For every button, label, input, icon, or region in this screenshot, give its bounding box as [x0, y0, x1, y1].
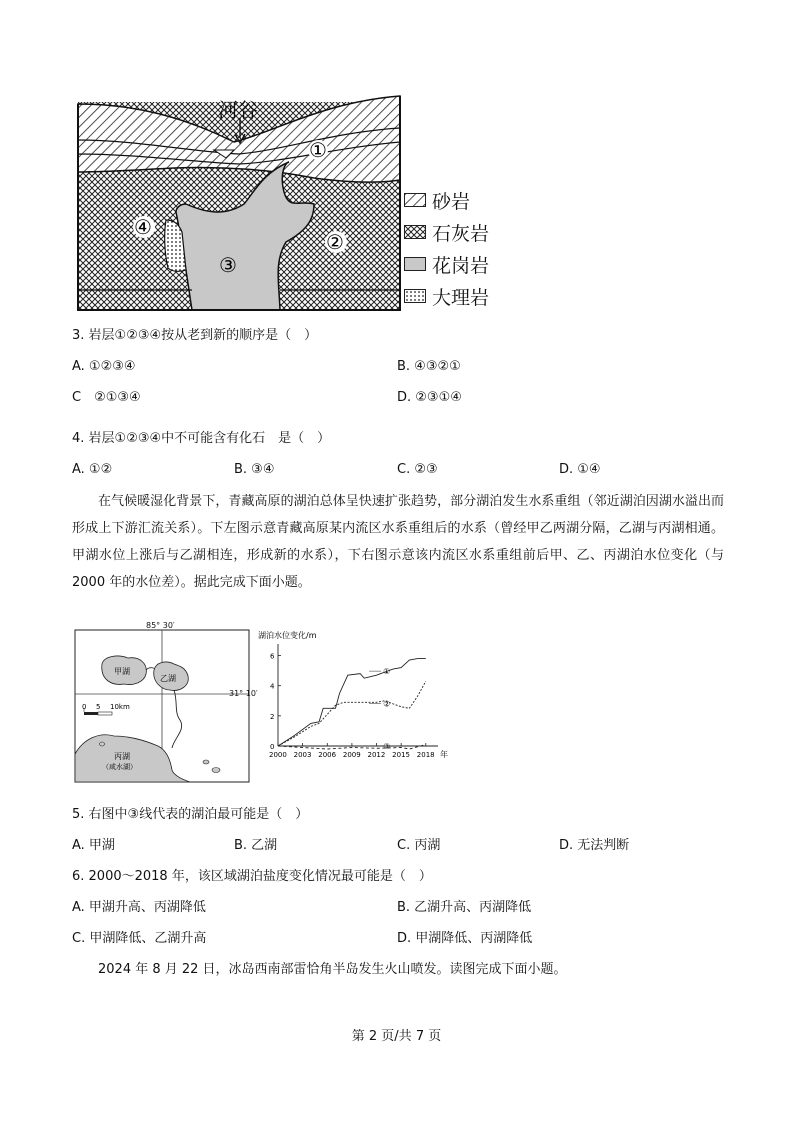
scale-tick-5: 5: [96, 703, 101, 711]
layer-label-2: ②: [326, 230, 344, 254]
passage-lakes: 在气候暖湿化背景下，青藏高原的湖泊总体呈快速扩张趋势，部分湖泊发生水系重组（邻近湖泊因湖水溢出而形成上下游汇流关系）。下左图示意青藏高原某内流区水系重组后的水系（曾经甲乙两湖分隔，乙湖与丙湖相通。甲湖水位上涨后与乙湖相连，形成新的水系），下右图示意该内流区水系重组前后甲、乙、丙湖泊水位变化（与 2000 年的水位差）。据此完成下面小题。: [72, 494, 724, 590]
legend-label: 花岗岩: [432, 254, 490, 277]
q4-option-b[interactable]: B. ③④: [234, 462, 275, 477]
page-footer: 第 2 页/共 7 页: [351, 1029, 442, 1044]
x-axis-label: 年: [440, 750, 448, 759]
q4-stem: 4. 岩层①②③④中不可能含有化石 是（ ）: [72, 431, 331, 446]
water-level-chart: [256, 628, 456, 778]
lake-map: [74, 620, 250, 784]
valley-arrow: [234, 118, 246, 144]
scale-tick-10: 10km: [110, 703, 130, 711]
legend-label: 大理岩: [432, 286, 490, 309]
passage-iceland: 2024 年 8 月 22 日，冰岛西南部雷恰角半岛发生火山喷发。读图完成下面小题。: [98, 962, 567, 977]
series-label-3: ③: [383, 741, 391, 751]
q5-option-d[interactable]: D. 无法判断: [559, 838, 630, 853]
y-tick-label: 0: [270, 743, 275, 751]
q5-option-b[interactable]: B. 乙湖: [234, 838, 278, 853]
lake-c-label: 丙湖: [114, 752, 130, 761]
lake-b-label: 乙湖: [160, 674, 176, 683]
series-label-2: ②: [383, 699, 391, 709]
q4-option-d[interactable]: D. ①④: [559, 462, 601, 477]
series-label-1: ①: [383, 667, 391, 677]
q6-stem: 6. 2000～2018 年，该区域湖泊盐度变化情况最可能是（ ）: [72, 869, 432, 884]
layer-label-1: ①: [309, 138, 327, 162]
lake-a-label: 甲湖: [114, 667, 130, 676]
x-tick-label: 2009: [342, 751, 361, 759]
legend-granite: [404, 252, 489, 276]
q3-option-d[interactable]: D. ②③①④: [397, 390, 462, 405]
q3-option-a[interactable]: A. ①②③④: [72, 359, 136, 374]
x-tick-label: 2012: [367, 751, 386, 759]
y-tick-label: 4: [270, 682, 275, 691]
y-tick-label: 2: [270, 712, 275, 721]
y-tick-label: 6: [270, 652, 275, 661]
layer-label-4: ④: [134, 215, 152, 239]
legend-sandstone: [404, 188, 470, 212]
longitude-label: 85° 30′: [146, 621, 175, 630]
x-tick-label: 2018: [416, 751, 435, 759]
q3-option-c[interactable]: C ②①③④: [72, 390, 141, 405]
latitude-label: 31° 10′: [229, 689, 258, 698]
q6-option-d[interactable]: D. 甲湖降低、丙湖降低: [397, 931, 533, 946]
legend-limestone: [404, 220, 489, 244]
legend-label: 石灰岩: [432, 222, 490, 245]
lake-c-note: （咸水湖）: [102, 763, 137, 771]
q4-option-c[interactable]: C. ②③: [397, 462, 438, 477]
series-line-2: [278, 681, 426, 746]
x-tick-label: 2015: [392, 751, 410, 759]
x-tick-label: 2000: [269, 751, 287, 759]
q4-option-a[interactable]: A. ①②: [72, 462, 113, 477]
q5-option-a[interactable]: A. 甲湖: [72, 838, 115, 853]
legend-marble: [404, 284, 489, 308]
q6-option-a[interactable]: A. 甲湖升高、丙湖降低: [72, 900, 206, 915]
q3-option-b[interactable]: B. ④③②①: [397, 359, 461, 374]
q5-option-c[interactable]: C. 丙湖: [397, 838, 441, 853]
layer-label-3: ③: [219, 253, 237, 277]
x-tick-label: 2003: [293, 751, 312, 759]
q6-option-b[interactable]: B. 乙湖升高、丙湖降低: [397, 900, 532, 915]
q6-option-c[interactable]: C. 甲湖降低、乙湖升高: [72, 931, 207, 946]
chart-title: 湖泊水位变化/m: [258, 631, 317, 640]
q3-stem: 3. 岩层①②③④按从老到新的顺序是（ ）: [72, 328, 318, 343]
q5-stem: 5. 右图中③线代表的湖泊最可能是（ ）: [72, 807, 309, 822]
scale-tick-0: 0: [82, 703, 87, 711]
valley-label: 河谷: [218, 98, 258, 122]
legend-label: 砂岩: [432, 190, 471, 213]
x-tick-label: 2006: [318, 751, 337, 759]
